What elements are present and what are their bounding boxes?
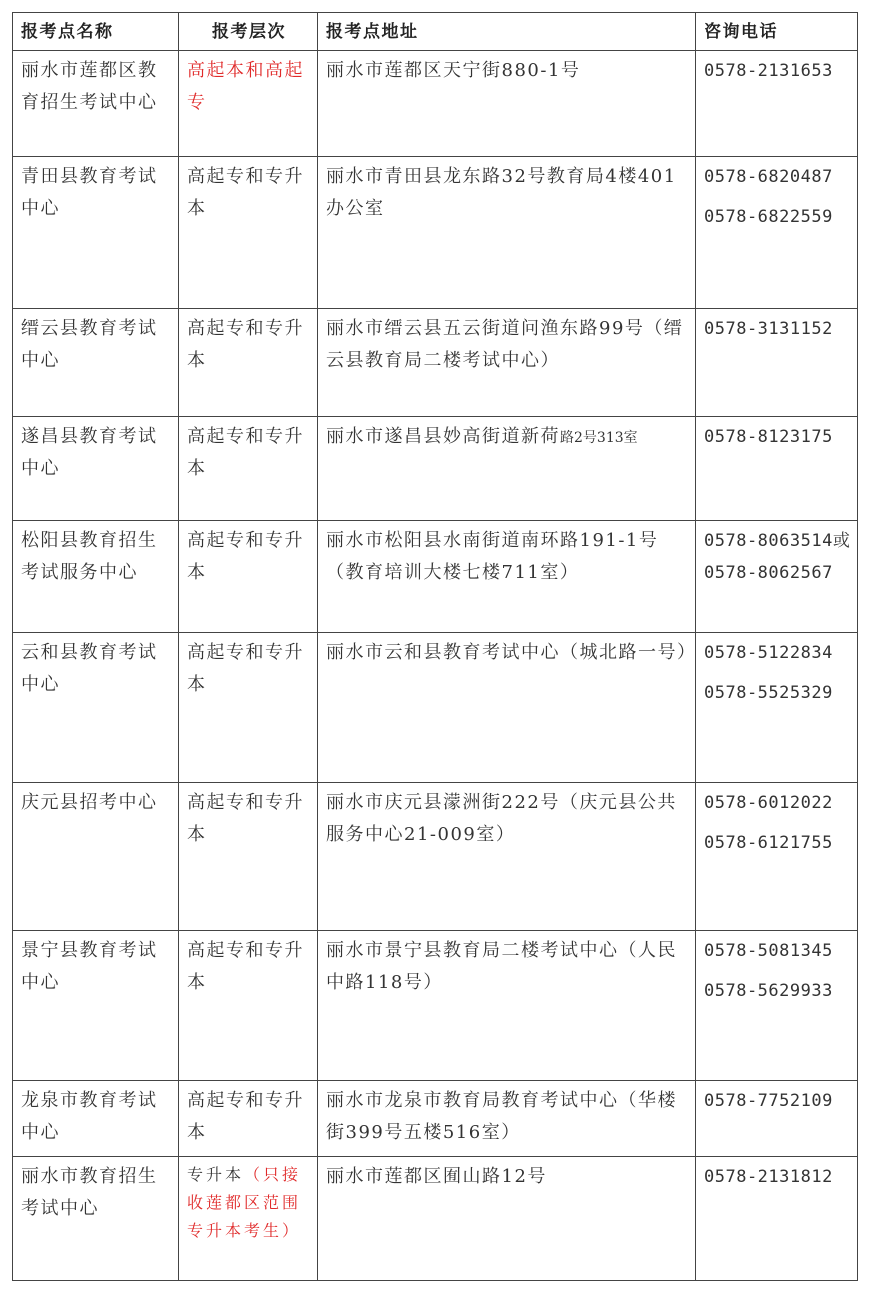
site-phone-cell (696, 783, 858, 931)
site-phone-cell (696, 1081, 858, 1157)
table-row (13, 417, 858, 521)
site-address: 丽水市莲都区囿山路12号 (318, 1157, 696, 1281)
table-row (13, 1157, 858, 1281)
site-level: 高起专和专升本 (179, 417, 318, 521)
site-address (318, 417, 696, 521)
site-phone: 0578-8123175 (704, 427, 833, 447)
site-level (179, 1157, 318, 1281)
site-name: 景宁县教育考试中心 (13, 931, 179, 1081)
site-level: 高起专和专升本 (179, 633, 318, 783)
site-phone: 0578-7752109 (704, 1091, 833, 1111)
site-address: 丽水市云和县教育考试中心（城北路一号） (318, 633, 696, 783)
site-level-note: （只接收莲都区范围专升本考生） (187, 1165, 302, 1240)
site-level: 高起本和高起专 (179, 51, 318, 157)
site-address: 丽水市青田县龙东路32号教育局4楼401办公室 (318, 157, 696, 309)
table-header-row (13, 13, 858, 51)
site-phone: 0578-6121755 (704, 833, 833, 853)
site-phone: 0578-5629933 (704, 981, 833, 1001)
site-phone-cell (696, 157, 858, 309)
site-level: 高起专和专升本 (179, 783, 318, 931)
table-row (13, 783, 858, 931)
header-address: 报考点地址 (318, 13, 696, 51)
site-phone: 0578-5081345 (704, 941, 833, 961)
site-phone: 0578-8063514或0578-8062567 (704, 531, 851, 583)
site-phone-cell (696, 521, 858, 633)
site-phone: 0578-2131812 (704, 1167, 833, 1187)
site-address: 丽水市松阳县水南街道南环路191-1号（教育培训大楼七楼711室） (318, 521, 696, 633)
site-phone-cell (696, 309, 858, 417)
site-phone-cell (696, 931, 858, 1081)
site-address: 丽水市缙云县五云街道问渔东路99号（缙云县教育局二楼考试中心） (318, 309, 696, 417)
header-phone: 咨询电话 (696, 13, 858, 51)
site-phone-cell (696, 417, 858, 521)
table-row (13, 521, 858, 633)
site-level-main: 专升本 (187, 1165, 245, 1184)
table-row (13, 931, 858, 1081)
header-level: 报考层次 (179, 13, 318, 51)
site-phone: 0578-3131152 (704, 319, 833, 339)
site-phone: 0578-6820487 (704, 167, 833, 187)
site-address: 丽水市景宁县教育局二楼考试中心（人民中路118号） (318, 931, 696, 1081)
site-phone-cell (696, 1157, 858, 1281)
site-phone: 0578-5122834 (704, 643, 833, 663)
site-level: 高起专和专升本 (179, 1081, 318, 1157)
site-address-small: 路2号313室 (560, 430, 638, 446)
site-level: 高起专和专升本 (179, 157, 318, 309)
site-phone-cell (696, 51, 858, 157)
site-address: 丽水市莲都区天宁街880-1号 (318, 51, 696, 157)
exam-sites-table (12, 12, 858, 1281)
site-name: 松阳县教育招生考试服务中心 (13, 521, 179, 633)
site-name: 遂昌县教育考试中心 (13, 417, 179, 521)
table-row (13, 309, 858, 417)
site-address: 丽水市龙泉市教育局教育考试中心（华楼街399号五楼516室） (318, 1081, 696, 1157)
site-name: 缙云县教育考试中心 (13, 309, 179, 417)
site-level: 高起专和专升本 (179, 521, 318, 633)
table-row (13, 157, 858, 309)
site-phone: 0578-6822559 (704, 207, 833, 227)
site-address-main: 丽水市遂昌县妙高街道新荷 (326, 426, 560, 447)
site-phone: 0578-6012022 (704, 793, 833, 813)
site-name: 龙泉市教育考试中心 (13, 1081, 179, 1157)
site-phone-cell (696, 633, 858, 783)
site-name: 青田县教育考试中心 (13, 157, 179, 309)
site-phone: 0578-5525329 (704, 683, 833, 703)
table-row (13, 633, 858, 783)
site-address: 丽水市庆元县濛洲街222号（庆元县公共服务中心21-009室） (318, 783, 696, 931)
site-level: 高起专和专升本 (179, 309, 318, 417)
site-level: 高起专和专升本 (179, 931, 318, 1081)
header-site-name: 报考点名称 (13, 13, 179, 51)
table-row (13, 1081, 858, 1157)
site-name: 庆元县招考中心 (13, 783, 179, 931)
site-name: 丽水市教育招生考试中心 (13, 1157, 179, 1281)
site-name: 丽水市莲都区教育招生考试中心 (13, 51, 179, 157)
site-phone: 0578-2131653 (704, 61, 833, 81)
site-name: 云和县教育考试中心 (13, 633, 179, 783)
table-row (13, 51, 858, 157)
